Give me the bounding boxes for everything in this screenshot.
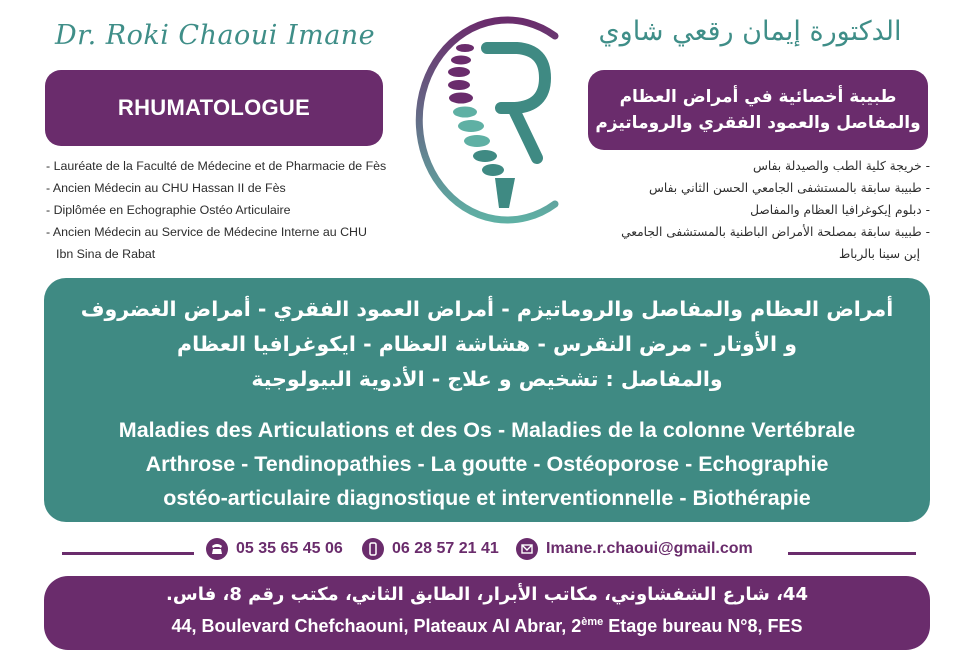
credential-item-ar: - خريجة كلية الطب والصيدلة بفاس: [753, 159, 930, 173]
services-fr: [54, 413, 920, 515]
credential-item: - Ancien Médecin au CHU Hassan II de Fès: [46, 181, 286, 195]
service-line-ar: والمفاصل : تشخيص و علاج - الأدوية البيولوجية: [251, 367, 723, 391]
address-ar: 44، شارع الشفشاوني، مكاتب الأبرار، الطابق الثاني، مكتب رقم 8، فاس.: [166, 584, 808, 605]
doctor-name-fr: Dr. Roki Chaoui Imane: [55, 20, 376, 51]
specialty-label-fr: RHUMATOLOGUE: [117, 95, 311, 120]
services-panel: [44, 278, 930, 522]
contact-bar: [0, 536, 980, 568]
service-line-ar: أمراض العظام والمفاصل والروماتيزم - أمراض العمود الفقري - أمراض الغضروف: [80, 297, 894, 321]
cr-spine-logo: [405, 8, 565, 228]
phone-icon: [206, 538, 228, 560]
specialty-badge-fr: [45, 70, 383, 146]
mobile-icon: [362, 538, 384, 560]
address-fr: 44, Boulevard Chefchaouni, Plateaux Al Abrar, 2ème Etage bureau N°8, FES: [171, 616, 803, 636]
doctor-name-ar: الدكتورة إيمان رقعي شاوي: [598, 16, 902, 47]
mobile-contact[interactable]: [362, 538, 499, 560]
credential-item: - Diplômée en Echographie Ostéo Articulaire: [46, 203, 291, 217]
credential-item-ar: - طبيبة سابقة بالمستشفى الجامعي الحسن الثاني بفاس: [649, 181, 930, 195]
credential-item: - Lauréate de la Faculté de Médecine et de Pharmacie de Fès: [46, 159, 387, 173]
service-line-fr: Maladies des Articulations et des Os - Maladies de la colonne Vertébrale: [118, 418, 856, 442]
phone-number: 05 35 65 45 06: [236, 540, 343, 557]
divider-right: [788, 552, 916, 555]
email-address: Imane.r.chaoui@gmail.com: [546, 540, 753, 557]
spine-icon: [448, 44, 515, 208]
credential-item-ar: - طبيبة سابقة بمصلحة الأمراض الباطنية بالمستشفى الجامعي: [621, 225, 930, 239]
email-icon: [516, 538, 538, 560]
specialty-label-ar-2: والمفاصل والعمود الفقري والروماتيزم: [595, 113, 921, 133]
credential-item-ar: - دبلوم إيكوغرافيا العظام والمفاصل: [750, 203, 930, 217]
logo-r-bowl: [487, 48, 545, 108]
service-line-ar: و الأوتار - مرض النقرس - هشاشة العظام - ايكوغرافيا العظام: [177, 332, 797, 356]
credentials-list-ar: [555, 155, 930, 265]
phone-contact[interactable]: [206, 538, 343, 560]
divider-left: [62, 552, 194, 555]
address-panel: [44, 576, 930, 650]
email-contact[interactable]: [516, 538, 753, 560]
specialty-label-ar-1: طبيبة أخصائية في أمراض العظام: [619, 87, 897, 107]
service-line-fr: ostéo-articulaire diagnostique et interventionnelle - Biothérapie: [163, 486, 811, 510]
credential-item-ar: إبن سينا بالرباط: [838, 247, 920, 261]
service-line-fr: Arthrose - Tendinopathies - La goutte - Ostéoporose - Echographie: [145, 452, 829, 476]
specialty-badge-ar: [588, 70, 928, 150]
credentials-list-fr: [46, 155, 406, 265]
credential-item: - Ancien Médecin au Service de Médecine Interne au CHU: [46, 225, 367, 239]
logo-r-leg: [515, 112, 537, 158]
credential-item: Ibn Sina de Rabat: [56, 247, 156, 261]
services-ar: [64, 292, 910, 397]
mobile-number: 06 28 57 21 41: [392, 540, 499, 557]
